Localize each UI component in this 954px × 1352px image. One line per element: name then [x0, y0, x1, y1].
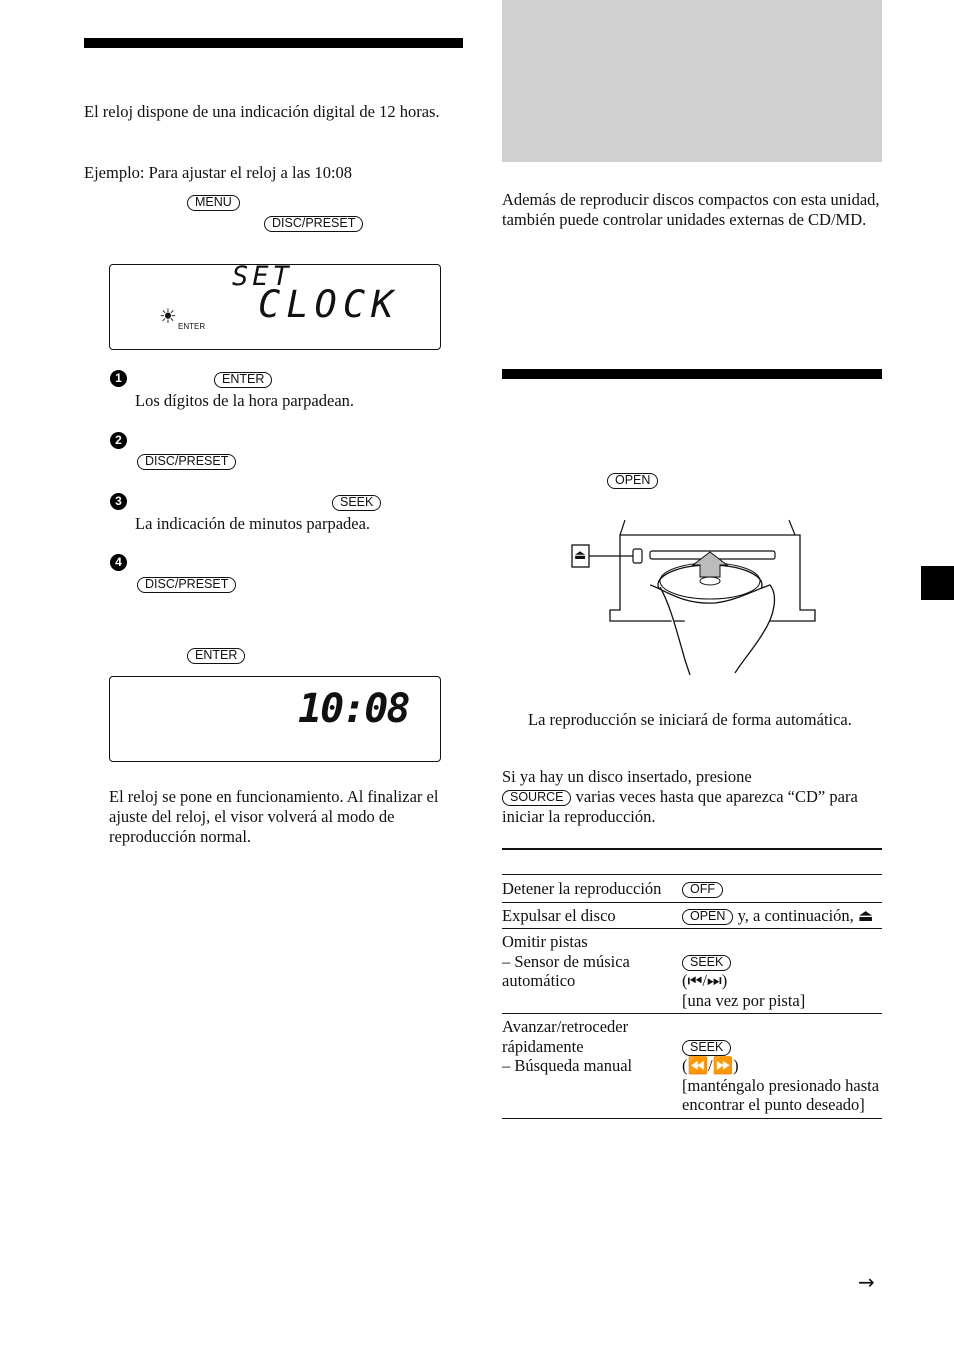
operations-table [502, 876, 882, 1119]
header-gray-box [502, 0, 882, 162]
row-3-control [682, 929, 882, 1014]
section-rule-left [84, 38, 463, 48]
clock-intro: El reloj dispone de una indicación digital de 12 horas. [84, 102, 440, 121]
inserted-text-after: varias veces hasta que aparezca “CD” para iniciar la reproducción. [502, 787, 858, 826]
step-1-number: 1 [110, 370, 127, 387]
table-row [502, 929, 882, 1014]
row-2-control [682, 902, 882, 929]
disc-preset-button[interactable]: DISC/PRESET [264, 216, 363, 232]
page-side-tab [921, 566, 954, 600]
display-time-text: 10:08 [298, 686, 409, 732]
row-4-control [682, 1014, 882, 1119]
step-3-number: 3 [110, 493, 127, 510]
section-rule-right [502, 369, 882, 379]
step-1-text: Los dígitos de la hora parpadean. [135, 391, 355, 410]
step-3-seek-button[interactable]: SEEK [332, 495, 381, 511]
step-4-disc-preset-button[interactable]: DISC/PRESET [137, 577, 236, 593]
row-1-action: Detener la reproducción [502, 879, 662, 898]
cd-intro: Además de reproducir discos compactos con esta unidad, también puede controlar unidades externas de CD/MD. [502, 190, 880, 229]
display-set-text: SET [232, 261, 293, 292]
off-button[interactable]: OFF [682, 882, 723, 898]
table-row [502, 1014, 882, 1119]
row-1-control [682, 876, 882, 902]
seek-button-table-2[interactable]: SEEK [682, 1040, 731, 1056]
open-button[interactable]: OPEN [607, 473, 658, 489]
next-page-arrow: → [858, 1270, 875, 1294]
play-auto-text: La reproducción se iniciará de forma automática. [528, 710, 852, 729]
row-4-after: (⏪/⏩) [manténgalo presionado hasta encontrar el punto deseado] [682, 1056, 880, 1114]
row-3-action: Omitir pistas – Sensor de música automático [502, 932, 630, 990]
step-3-text: La indicación de minutos parpadea. [135, 514, 371, 533]
display-clock-text: CLOCK [258, 283, 400, 326]
row-2-action: Expulsar el disco [502, 905, 616, 925]
inserted-text-before: Si ya hay un disco insertado, presione [502, 767, 752, 786]
table-row [502, 876, 882, 902]
source-button[interactable]: SOURCE [502, 790, 571, 806]
clock-final-text: El reloj se pone en funcionamiento. Al finalizar el ajuste del reloj, el visor volverá al modo de reproducción normal. [109, 787, 439, 846]
eject-button-shape [633, 549, 642, 563]
row-3-after: (⏮/⏭) [una vez por pista] [682, 971, 806, 1010]
ops-table-rule-top [502, 848, 882, 850]
clock-example: Ejemplo: Para ajustar el reloj a las 10:08 [84, 163, 353, 182]
step-2-disc-preset-button[interactable]: DISC/PRESET [137, 454, 236, 470]
inserted-disc-text [502, 767, 887, 827]
step-4-number: 4 [110, 554, 127, 571]
cd-insert-illustration [565, 515, 820, 675]
ops-table-rule-header [502, 874, 882, 875]
display-set-clock [109, 261, 441, 350]
table-row [502, 902, 882, 929]
menu-button[interactable]: MENU [187, 195, 240, 211]
step-1-enter-button[interactable]: ENTER [214, 372, 272, 388]
eject-icon: ⏏ [574, 548, 587, 563]
row-4-action: Avanzar/retroceder rápidamente – Búsqueda manual [502, 1017, 633, 1075]
display-time [109, 676, 441, 762]
row-2-after: y, a continuación, ⏏ [737, 905, 874, 925]
final-enter-button[interactable]: ENTER [187, 648, 245, 664]
seek-button-table-1[interactable]: SEEK [682, 955, 731, 971]
open-button-table[interactable]: OPEN [682, 909, 733, 925]
display-enter-label: ENTER [178, 322, 206, 331]
step-2-number: 2 [110, 432, 127, 449]
blink-icon: ☀ [159, 306, 177, 328]
